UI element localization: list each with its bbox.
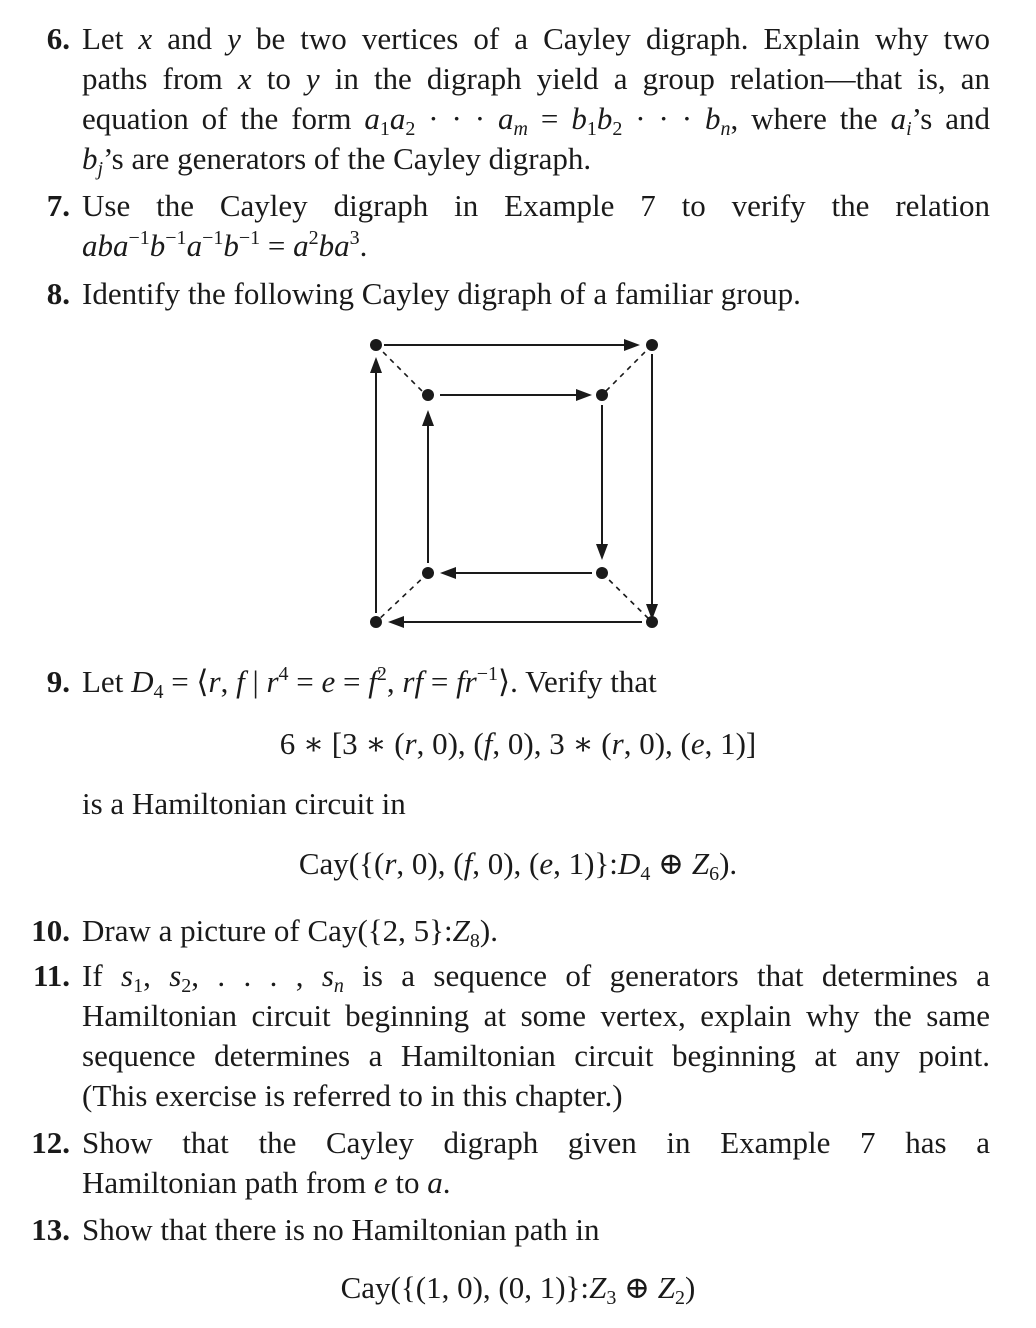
exercise-number: 7. [46,188,70,223]
exercise-line: (This exercise is referred to in this chapter.) [82,1078,623,1113]
arrowhead [422,410,434,426]
exercise-line: Let $D_4$ = ⟨r, f | $r^4 = e = f^2$, rf = $fr^{-1}⟩$. Verify that [82,663,657,703]
exercise-line: $aba^{-1}b^{-1}a^{-1}b^{-1} = a^2ba^3$. [82,227,368,263]
vertex [596,567,608,579]
exercise-9-continued [82,784,990,824]
exercise-10 [82,911,990,951]
exercise-line: Let x and y be two vertices of a Cayley digraph. Explain why two [82,21,991,56]
arrowhead [624,339,640,351]
exercise-7 [82,186,990,266]
vertex [370,616,382,628]
exercise-number: 13. [31,1212,70,1247]
exercise-6 [82,19,990,179]
vertex [422,567,434,579]
exercise-line: Hamiltonian circuit beginning at some vertex, explain why the same [82,998,990,1033]
exercise-9 [82,662,990,702]
exercise-line: Show that there is no Hamiltonian path in [82,1212,600,1247]
exercise-line: If $s_1$, $s_2$, . . . , $s_n$ is a sequence of generators that determines a [82,958,990,997]
exercise-13 [82,1210,990,1250]
display-equation: Cay({(1, 0), (0, $1)\}:Z_3$ ⊕ $Z_2$) [340,1270,696,1309]
arrowhead [370,357,382,373]
vertex [422,389,434,401]
exercise-line: $b_j’s$ are generators of the Cayley digraph. [82,141,592,180]
display-equation: 6 ∗ [3 ∗ (r, 0), (f, 0), 3 ∗ (r, 0), (e, 1)] [279,726,757,761]
exercise-number: 12. [31,1125,70,1160]
exercise-number: 9. [46,664,70,699]
exercise-number: 6. [46,21,70,56]
display-equation: Cay({(r, 0), (f, 0), (e, $1)\}:D_4$ ⊕ $Z_6$). [298,846,738,885]
edge-dashed [602,345,652,395]
exercise-line: is a Hamiltonian circuit in [82,786,406,821]
arrowhead [440,567,456,579]
vertex [596,389,608,401]
edge-dashed [376,573,428,622]
arrowhead [596,544,608,560]
vertex [646,616,658,628]
exercise-line: Draw a picture of Cay({2, $5\}:Z_8$). [82,913,498,952]
exercise-line: sequence determines a Hamiltonian circuit beginning at any point. [82,1038,990,1073]
exercise-number: 8. [46,276,70,311]
arrowhead [576,389,592,401]
exercise-11 [82,956,990,1116]
exercise-12 [82,1123,990,1203]
exercise-line: Use the Cayley digraph in Example 7 to verify the relation [82,188,990,223]
exercise-line: equation of the form $a_1a_2$ · · · $a_m = b_1b_2$ · · · $b_n$, where the $a_i’s$ and [82,101,990,140]
exercise-line: paths from x to y in the digraph yield a group relation—that is, an [82,61,990,96]
exercise-line: Show that the Cayley digraph given in Example 7 has a [82,1125,990,1160]
vertex [370,339,382,351]
exercise-8 [82,274,990,314]
edge-dashed [602,573,652,622]
vertex [646,339,658,351]
exercise-number: 11. [32,958,70,993]
exercise-line: Identify the following Cayley digraph of a familiar group. [82,276,801,311]
exercise-line: Hamiltonian path from e to a. [82,1165,451,1200]
exercise-number: 10. [31,913,70,948]
arrowhead [388,616,404,628]
edge-dashed [376,345,426,395]
cayley-digraph-figure [0,330,1036,650]
